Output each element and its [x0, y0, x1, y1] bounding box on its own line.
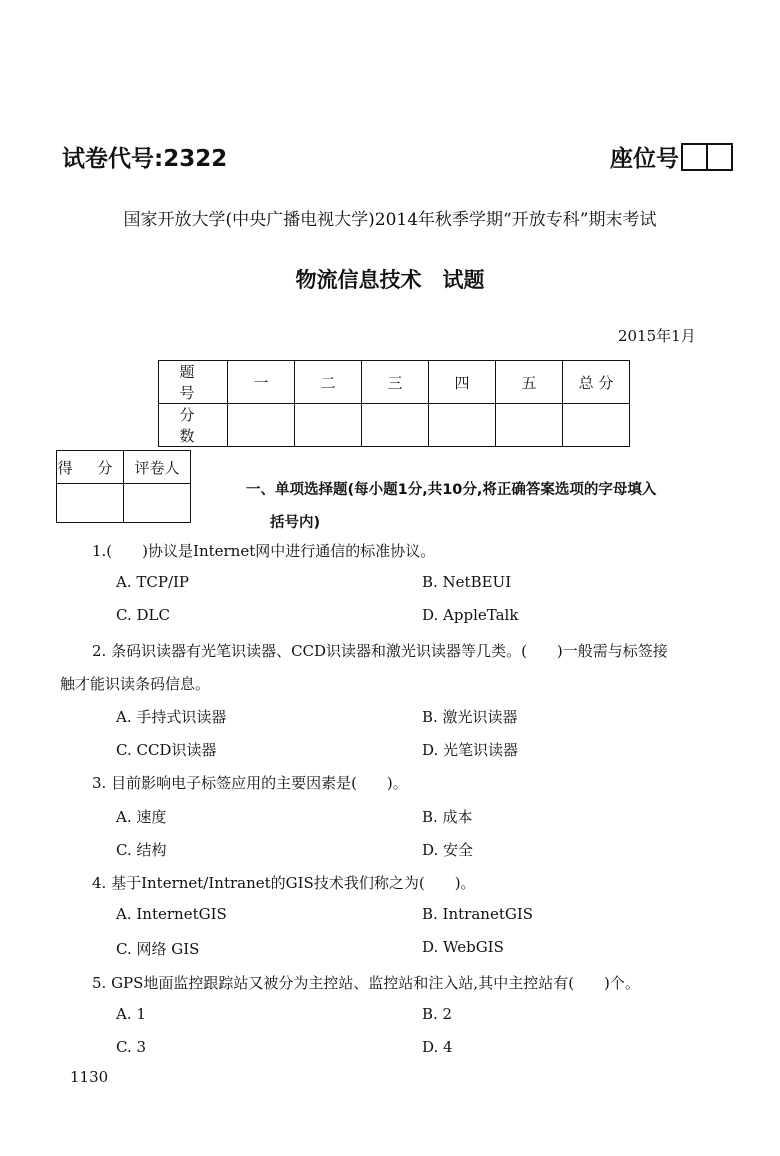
- option-c: C. 网络 GIS: [116, 940, 200, 958]
- grader-score-label: 得 分: [57, 451, 124, 484]
- score-cell: [496, 404, 563, 447]
- score-table-col-4: 四: [429, 361, 496, 404]
- question-stem: 1.( )协议是Internet网中进行通信的标准协议。: [92, 542, 436, 560]
- section-heading-line2: 括号内): [270, 515, 321, 531]
- option-a: A. 手持式识读器: [116, 708, 227, 726]
- section-heading-line1: 一、单项选择题(每小题1分,共10分,将正确答案选项的字母填入: [246, 482, 657, 498]
- grader-score-cell: [57, 484, 124, 523]
- score-cell: [295, 404, 362, 447]
- option-a: A. TCP/IP: [116, 573, 190, 591]
- option-b: B. 2: [422, 1005, 453, 1023]
- option-d: D. 4: [422, 1038, 453, 1056]
- option-b: B. 激光识读器: [422, 708, 518, 726]
- grader-table: [56, 450, 191, 523]
- score-cell: [362, 404, 429, 447]
- grader-name-label: 评卷人: [124, 451, 191, 484]
- score-table-label-question: 题 号: [159, 361, 228, 404]
- question-stem: 3. 目前影响电子标签应用的主要因素是( )。: [92, 774, 408, 792]
- option-c: C. DLC: [116, 606, 170, 624]
- score-table-col-1: 一: [228, 361, 295, 404]
- score-cell: [429, 404, 496, 447]
- seat-label: 座位号: [610, 146, 679, 172]
- question-stem: 5. GPS地面监控跟踪站又被分为主控站、监控站和注入站,其中主控站有( )个。: [92, 974, 640, 992]
- option-c: C. 结构: [116, 841, 167, 859]
- score-cell: [563, 404, 630, 447]
- score-cell: [228, 404, 295, 447]
- score-table-col-2: 二: [295, 361, 362, 404]
- score-table-col-3: 三: [362, 361, 429, 404]
- score-table-col-5: 五: [496, 361, 563, 404]
- section-heading: [246, 474, 740, 540]
- grader-name-cell: [124, 484, 191, 523]
- seat-number-boxes: [681, 143, 733, 171]
- option-b: B. IntranetGIS: [422, 905, 534, 923]
- exam-code: 试卷代号:2322: [62, 146, 228, 172]
- option-a: A. 速度: [116, 808, 167, 826]
- score-table: [158, 360, 630, 447]
- university-line: 国家开放大学(中央广播电视大学)2014年秋季学期“开放专科”期末考试: [123, 210, 657, 230]
- page-number: 1130: [70, 1068, 109, 1086]
- exam-date: 2015年1月: [618, 327, 696, 345]
- question-stem-continued: 触才能识读条码信息。: [60, 675, 211, 693]
- option-d: D. WebGIS: [422, 938, 504, 956]
- option-d: D. AppleTalk: [422, 606, 519, 624]
- option-c: C. CCD识读器: [116, 741, 217, 759]
- option-c: C. 3: [116, 1038, 147, 1056]
- question-stem: 2. 条码识读器有光笔识读器、CCD识读器和激光识读器等几类。( )一般需与标签接: [92, 642, 668, 660]
- option-b: B. 成本: [422, 808, 473, 826]
- score-table-score-row: [159, 404, 630, 447]
- exam-title: 物流信息技术 试题: [295, 268, 485, 292]
- seat-number: [610, 140, 733, 173]
- score-table-header-row: [159, 361, 630, 404]
- option-d: D. 安全: [422, 841, 474, 859]
- score-table-label-score: 分 数: [159, 404, 228, 447]
- option-a: A. 1: [116, 1005, 146, 1023]
- option-d: D. 光笔识读器: [422, 741, 519, 759]
- score-table-col-total: 总 分: [563, 361, 630, 404]
- option-a: A. InternetGIS: [116, 905, 227, 923]
- question-stem: 4. 基于Internet/Intranet的GIS技术我们称之为( )。: [92, 874, 476, 892]
- option-b: B. NetBEUI: [422, 573, 512, 591]
